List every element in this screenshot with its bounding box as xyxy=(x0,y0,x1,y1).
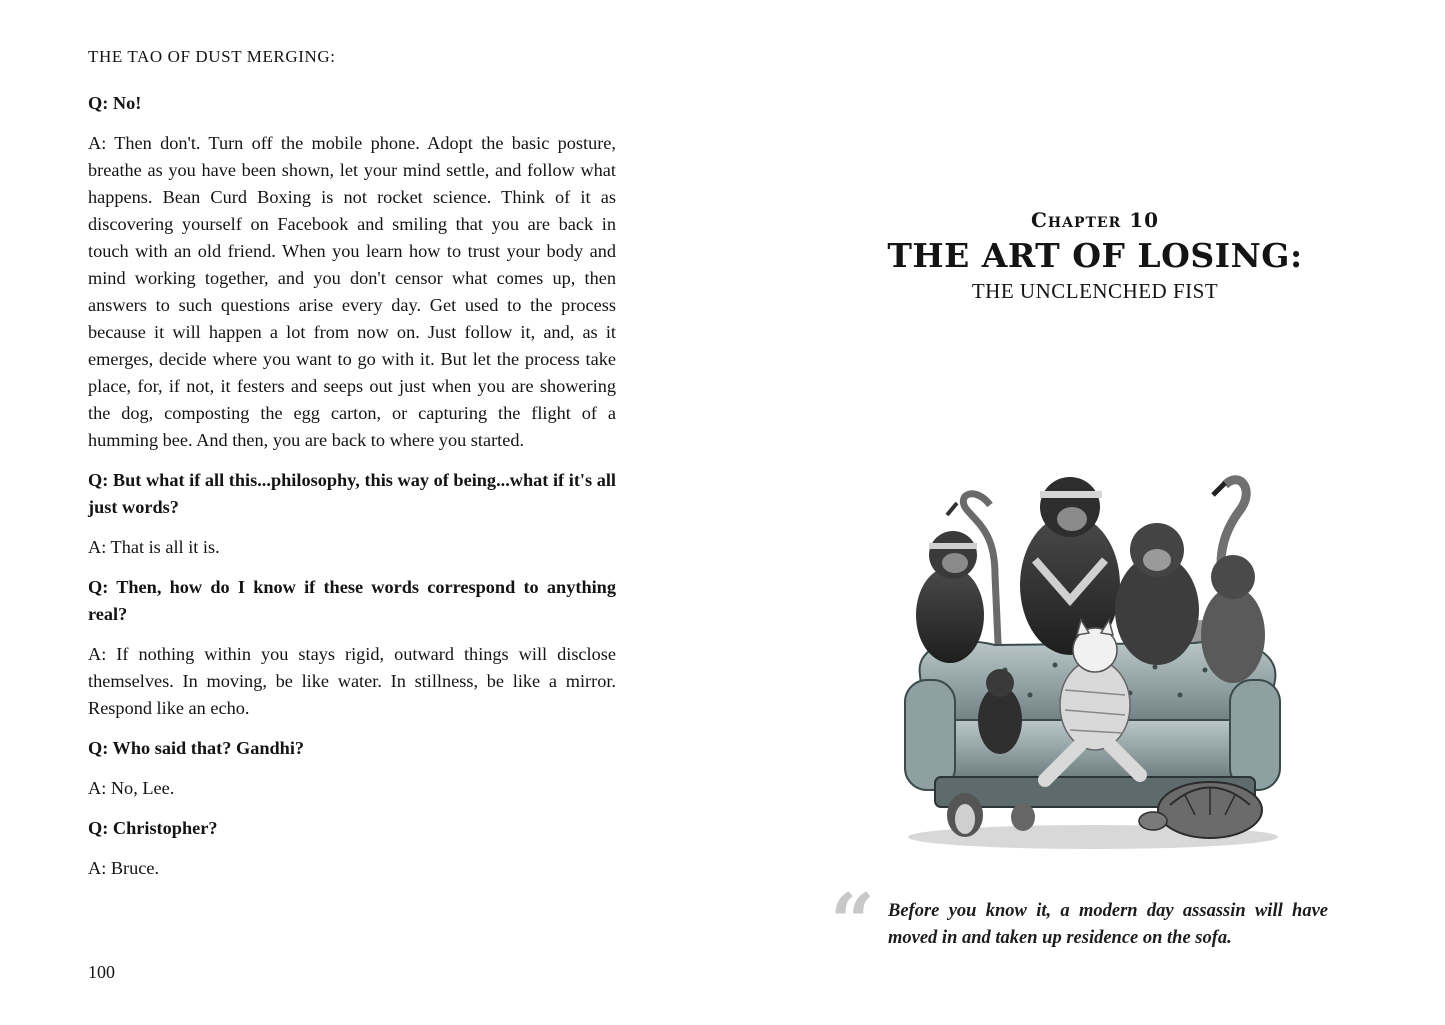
chapter-subtitle: THE UNCLENCHED FIST xyxy=(971,279,1219,303)
chapter-heading xyxy=(880,208,1310,304)
chapter-number: Chapter 10 xyxy=(1030,208,1160,232)
chapter-title: THE ART OF LOSING: xyxy=(887,236,1303,275)
answer-paragraph: A: No, Lee. xyxy=(88,778,175,798)
answer-paragraph: A: Bruce. xyxy=(88,858,160,878)
question-paragraph: Q: Who said that? Gandhi? xyxy=(88,738,305,758)
answer-paragraph: A: That is all it is. xyxy=(88,537,220,557)
page-number: 100 xyxy=(88,962,115,982)
question-paragraph: Q: But what if all this...philosophy, this way of being...what if it's all just words? xyxy=(88,470,616,517)
question-paragraph: Q: No! xyxy=(88,93,142,113)
running-head: THE TAO OF DUST MERGING: xyxy=(88,47,336,66)
question-paragraph: Q: Then, how do I know if these words correspond to anything real? xyxy=(88,577,616,624)
quote-mark-icon: “ xyxy=(830,877,875,968)
question-paragraph: Q: Christopher? xyxy=(88,818,218,838)
sofa-animals-illustration-icon xyxy=(895,465,1290,860)
answer-paragraph: A: If nothing within you stays rigid, outward things will disclose themselves. In moving, be like water. In stillness, be like a mirror. Respond like an echo. xyxy=(88,644,616,718)
qa-body xyxy=(88,90,616,895)
answer-paragraph: A: Then don't. Turn off the mobile phone. Adopt the basic posture, breathe as you have been shown, let your mind settle, and follow what happens. Bean Curd Boxing is not rocket science. Think of it as discovering yourself on Facebook and smiling that you are back in touch with an old friend. When you learn how to trust your body and mind working together, and you don't censor what comes up, then answers to such questions arise every day. Get used to the process because it will happen a lot from now on. Just follow it, and, as it emerges, decide where you want to go with it. But let the process take place, for, if not, it festers and seeps out just when you are showering the dog, composting the egg carton, or capturing the flight of a humming bee. And then, you are back to where you started. xyxy=(88,133,616,450)
pull-quote-text: Before you know it, a modern day assassin will have moved in and taken up residence on the sofa. xyxy=(888,901,1328,948)
